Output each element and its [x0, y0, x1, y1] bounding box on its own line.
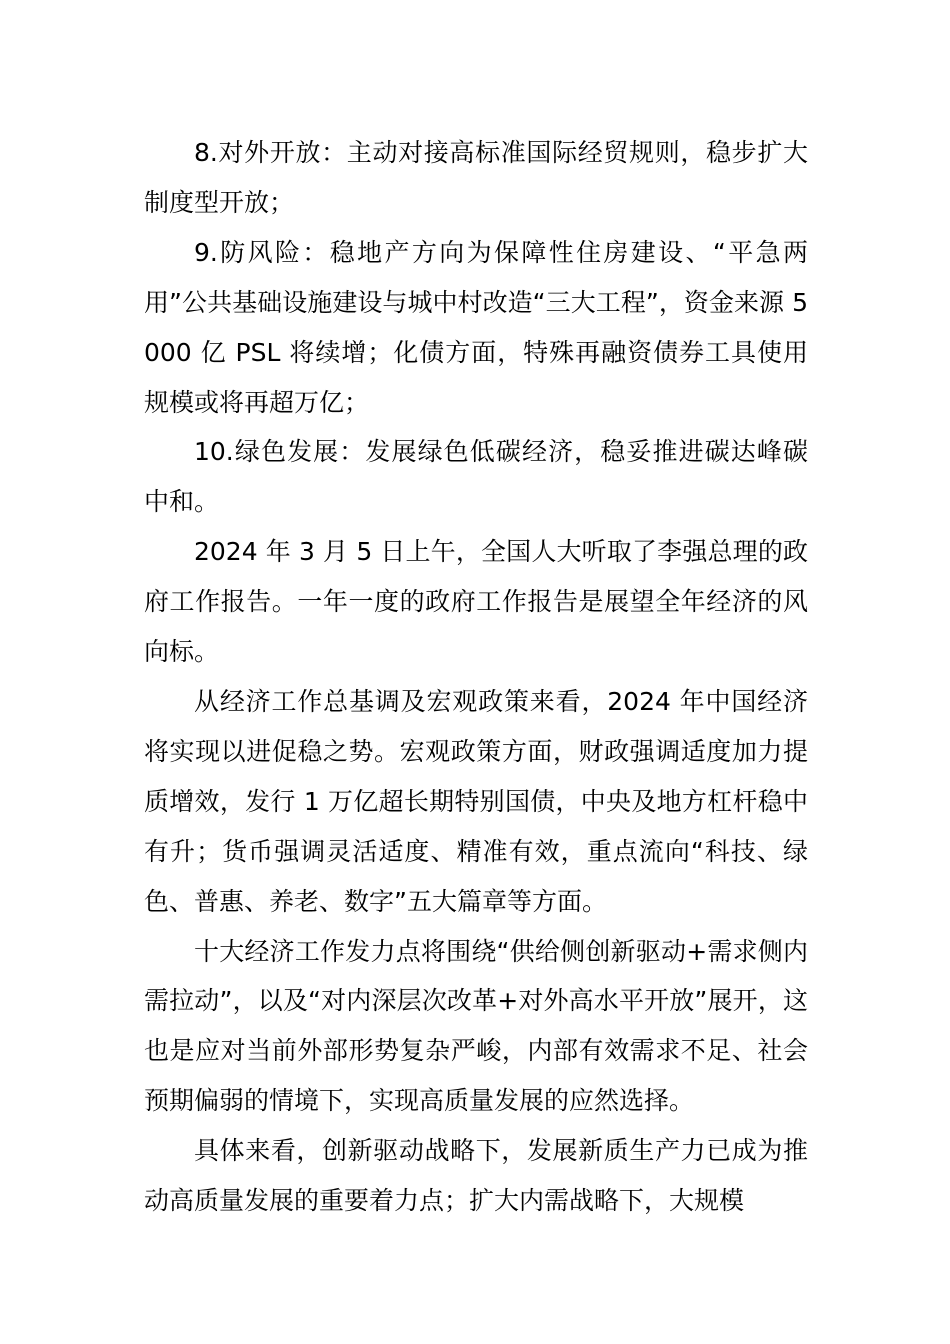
paragraph-risk-prevention: 9.防风险：稳地产方向为保障性住房建设、“平急两用”公共基础设施建设与城中村改造“三大工程”，资金来源 5000 亿 PSL 将续增；化债方面，特殊再融资债券工具使用规模或将再超万亿； [144, 237, 808, 417]
paragraph-green-development: 10.绿色发展：发展绿色低碳经济，稳妥推进碳达峰碳中和。 [144, 437, 808, 517]
paragraph-opening-up: 8.对外开放：主动对接高标准国际经贸规则，稳步扩大制度型开放； [144, 138, 808, 217]
paragraph-specifics: 具体来看，创新驱动战略下，发展新质生产力已成为推动高质量发展的重要着力点；扩大内需战略下，大规模 [144, 1136, 808, 1216]
paragraph-macro-policy: 从经济工作总基调及宏观政策来看，2024 年中国经济将实现以进促稳之势。宏观政策方面，财政强调适度加力提质增效，发行 1 万亿超长期特别国债，中央及地方杠杆稳中有升；货币强调灵活适度、精准有效，重点流向“科技、绿色、普惠、养老、数字”五大篇章等方面。 [144, 686, 808, 916]
body-text [144, 128, 808, 1226]
paragraph-government-report: 2024 年 3 月 5 日上午，全国人大听取了李强总理的政府工作报告。一年一度的政府工作报告是展望全年经济的风向标。 [144, 537, 808, 667]
paragraph-ten-focus-points: 十大经济工作发力点将围绕“供给侧创新驱动+需求侧内需拉动”，以及“对内深层次改革+对外高水平开放”展开，这也是应对当前外部形势复杂严峻，内部有效需求不足、社会预期偏弱的情境下，实现高质量发展的应然选择。 [144, 936, 808, 1116]
